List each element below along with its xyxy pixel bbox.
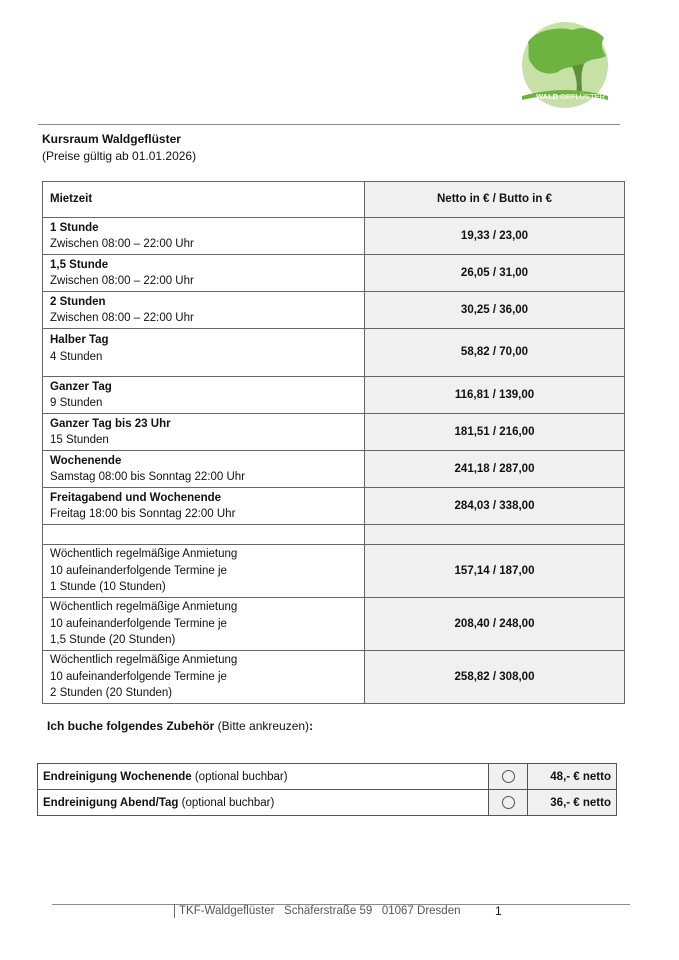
- row-detail: 9 Stunden: [50, 397, 103, 409]
- table-row: [43, 329, 625, 377]
- svg-text:GEFLÜSTER: GEFLÜSTER: [560, 92, 606, 101]
- row-line: 10 aufeinanderfolgende Termine je: [50, 564, 227, 577]
- row-line: 10 aufeinanderfolgende Termine je: [50, 670, 227, 683]
- table-row: [43, 488, 625, 525]
- table-row: [43, 545, 625, 598]
- extra-row-cleaning-weekend: [38, 764, 617, 790]
- row-line: 2 Stunden (20 Stunden): [50, 687, 173, 700]
- row-detail: Zwischen 08:00 – 22:00 Uhr: [50, 275, 194, 287]
- extra-price: 48,- € netto: [528, 764, 617, 790]
- table-row: [43, 255, 625, 292]
- row-detail: Samstag 08:00 bis Sonntag 22:00 Uhr: [50, 471, 245, 483]
- footer-address: TKF-Waldgeflüster Schäferstraße 59 01067 Dresden: [174, 904, 461, 918]
- row-price: 208,40 / 248,00: [365, 598, 625, 651]
- row-detail: Zwischen 08:00 – 22:00 Uhr: [50, 238, 194, 250]
- row-price: 157,14 / 187,00: [365, 545, 625, 598]
- row-price: 181,51 / 216,00: [365, 414, 625, 451]
- row-line: Wöchentlich regelmäßige Anmietung: [50, 548, 238, 561]
- table-row: [43, 414, 625, 451]
- table-row: [43, 377, 625, 414]
- row-price: 284,03 / 338,00: [365, 488, 625, 525]
- table-row: [43, 292, 625, 329]
- extras-heading: Ich buche folgendes Zubehör (Bitte ankreuzen):: [47, 719, 314, 733]
- radio-circle-icon[interactable]: [502, 796, 515, 809]
- row-price: 26,05 / 31,00: [365, 255, 625, 292]
- radio-circle-icon[interactable]: [502, 770, 515, 783]
- extra-row-cleaning-evening-day: [38, 790, 617, 816]
- row-detail: Freitag 18:00 bis Sonntag 22:00 Uhr: [50, 508, 236, 520]
- extra-note: (optional buchbar): [178, 796, 275, 809]
- column-header-price: Netto in € / Butto in €: [365, 182, 625, 218]
- row-title: 1,5 Stunde: [50, 258, 109, 271]
- row-title: Halber Tag: [50, 334, 109, 346]
- row-price: 30,25 / 36,00: [365, 292, 625, 329]
- row-title: 2 Stunden: [50, 295, 106, 308]
- page-number: 1: [495, 904, 502, 918]
- row-price: 19,33 / 23,00: [365, 218, 625, 255]
- table-row: [43, 451, 625, 488]
- table-header-row: [43, 182, 625, 218]
- row-price: 116,81 / 139,00: [365, 377, 625, 414]
- row-detail: Zwischen 08:00 – 22:00 Uhr: [50, 312, 194, 324]
- extra-radio-cleaning-evening-day[interactable]: [489, 790, 528, 816]
- price-validity-note: (Preise gültig ab 01.01.2026): [42, 149, 197, 163]
- row-price: 241,18 / 287,00: [365, 451, 625, 488]
- row-line: 10 aufeinanderfolgende Termine je: [50, 617, 227, 630]
- extra-name: Endreinigung Wochenende: [43, 770, 192, 783]
- extra-radio-cleaning-weekend[interactable]: [489, 764, 528, 790]
- table-row: [43, 218, 625, 255]
- document-title: Kursraum Waldgeflüster: [42, 132, 181, 146]
- header-divider: [38, 124, 620, 125]
- row-line: 1,5 Stunde (20 Stunden): [50, 634, 176, 647]
- table-spacer-row: [43, 525, 625, 545]
- waldgefluester-logo: [518, 20, 612, 110]
- row-title: 1 Stunde: [50, 221, 99, 234]
- row-price: 258,82 / 308,00: [365, 651, 625, 704]
- table-row: [43, 651, 625, 704]
- row-line: 1 Stunde (10 Stunden): [50, 581, 166, 594]
- row-detail: 4 Stunden: [50, 350, 103, 363]
- row-title: Ganzer Tag bis 23 Uhr: [50, 417, 171, 430]
- price-table: [42, 181, 625, 704]
- table-row: [43, 598, 625, 651]
- row-title: Wochenende: [50, 454, 122, 467]
- svg-text:WALD: WALD: [536, 92, 559, 101]
- row-detail: 15 Stunden: [50, 434, 109, 446]
- extra-price: 36,- € netto: [528, 790, 617, 816]
- extra-note: (optional buchbar): [191, 770, 288, 783]
- column-header-mietzeit: Mietzeit: [43, 182, 365, 218]
- row-title: Freitagabend und Wochenende: [50, 491, 222, 504]
- row-title: Ganzer Tag: [50, 380, 112, 393]
- extra-name: Endreinigung Abend/Tag: [43, 796, 179, 809]
- row-line: Wöchentlich regelmäßige Anmietung: [50, 654, 238, 667]
- extras-table: [37, 763, 617, 816]
- row-line: Wöchentlich regelmäßige Anmietung: [50, 601, 238, 614]
- row-price: 58,82 / 70,00: [365, 329, 625, 377]
